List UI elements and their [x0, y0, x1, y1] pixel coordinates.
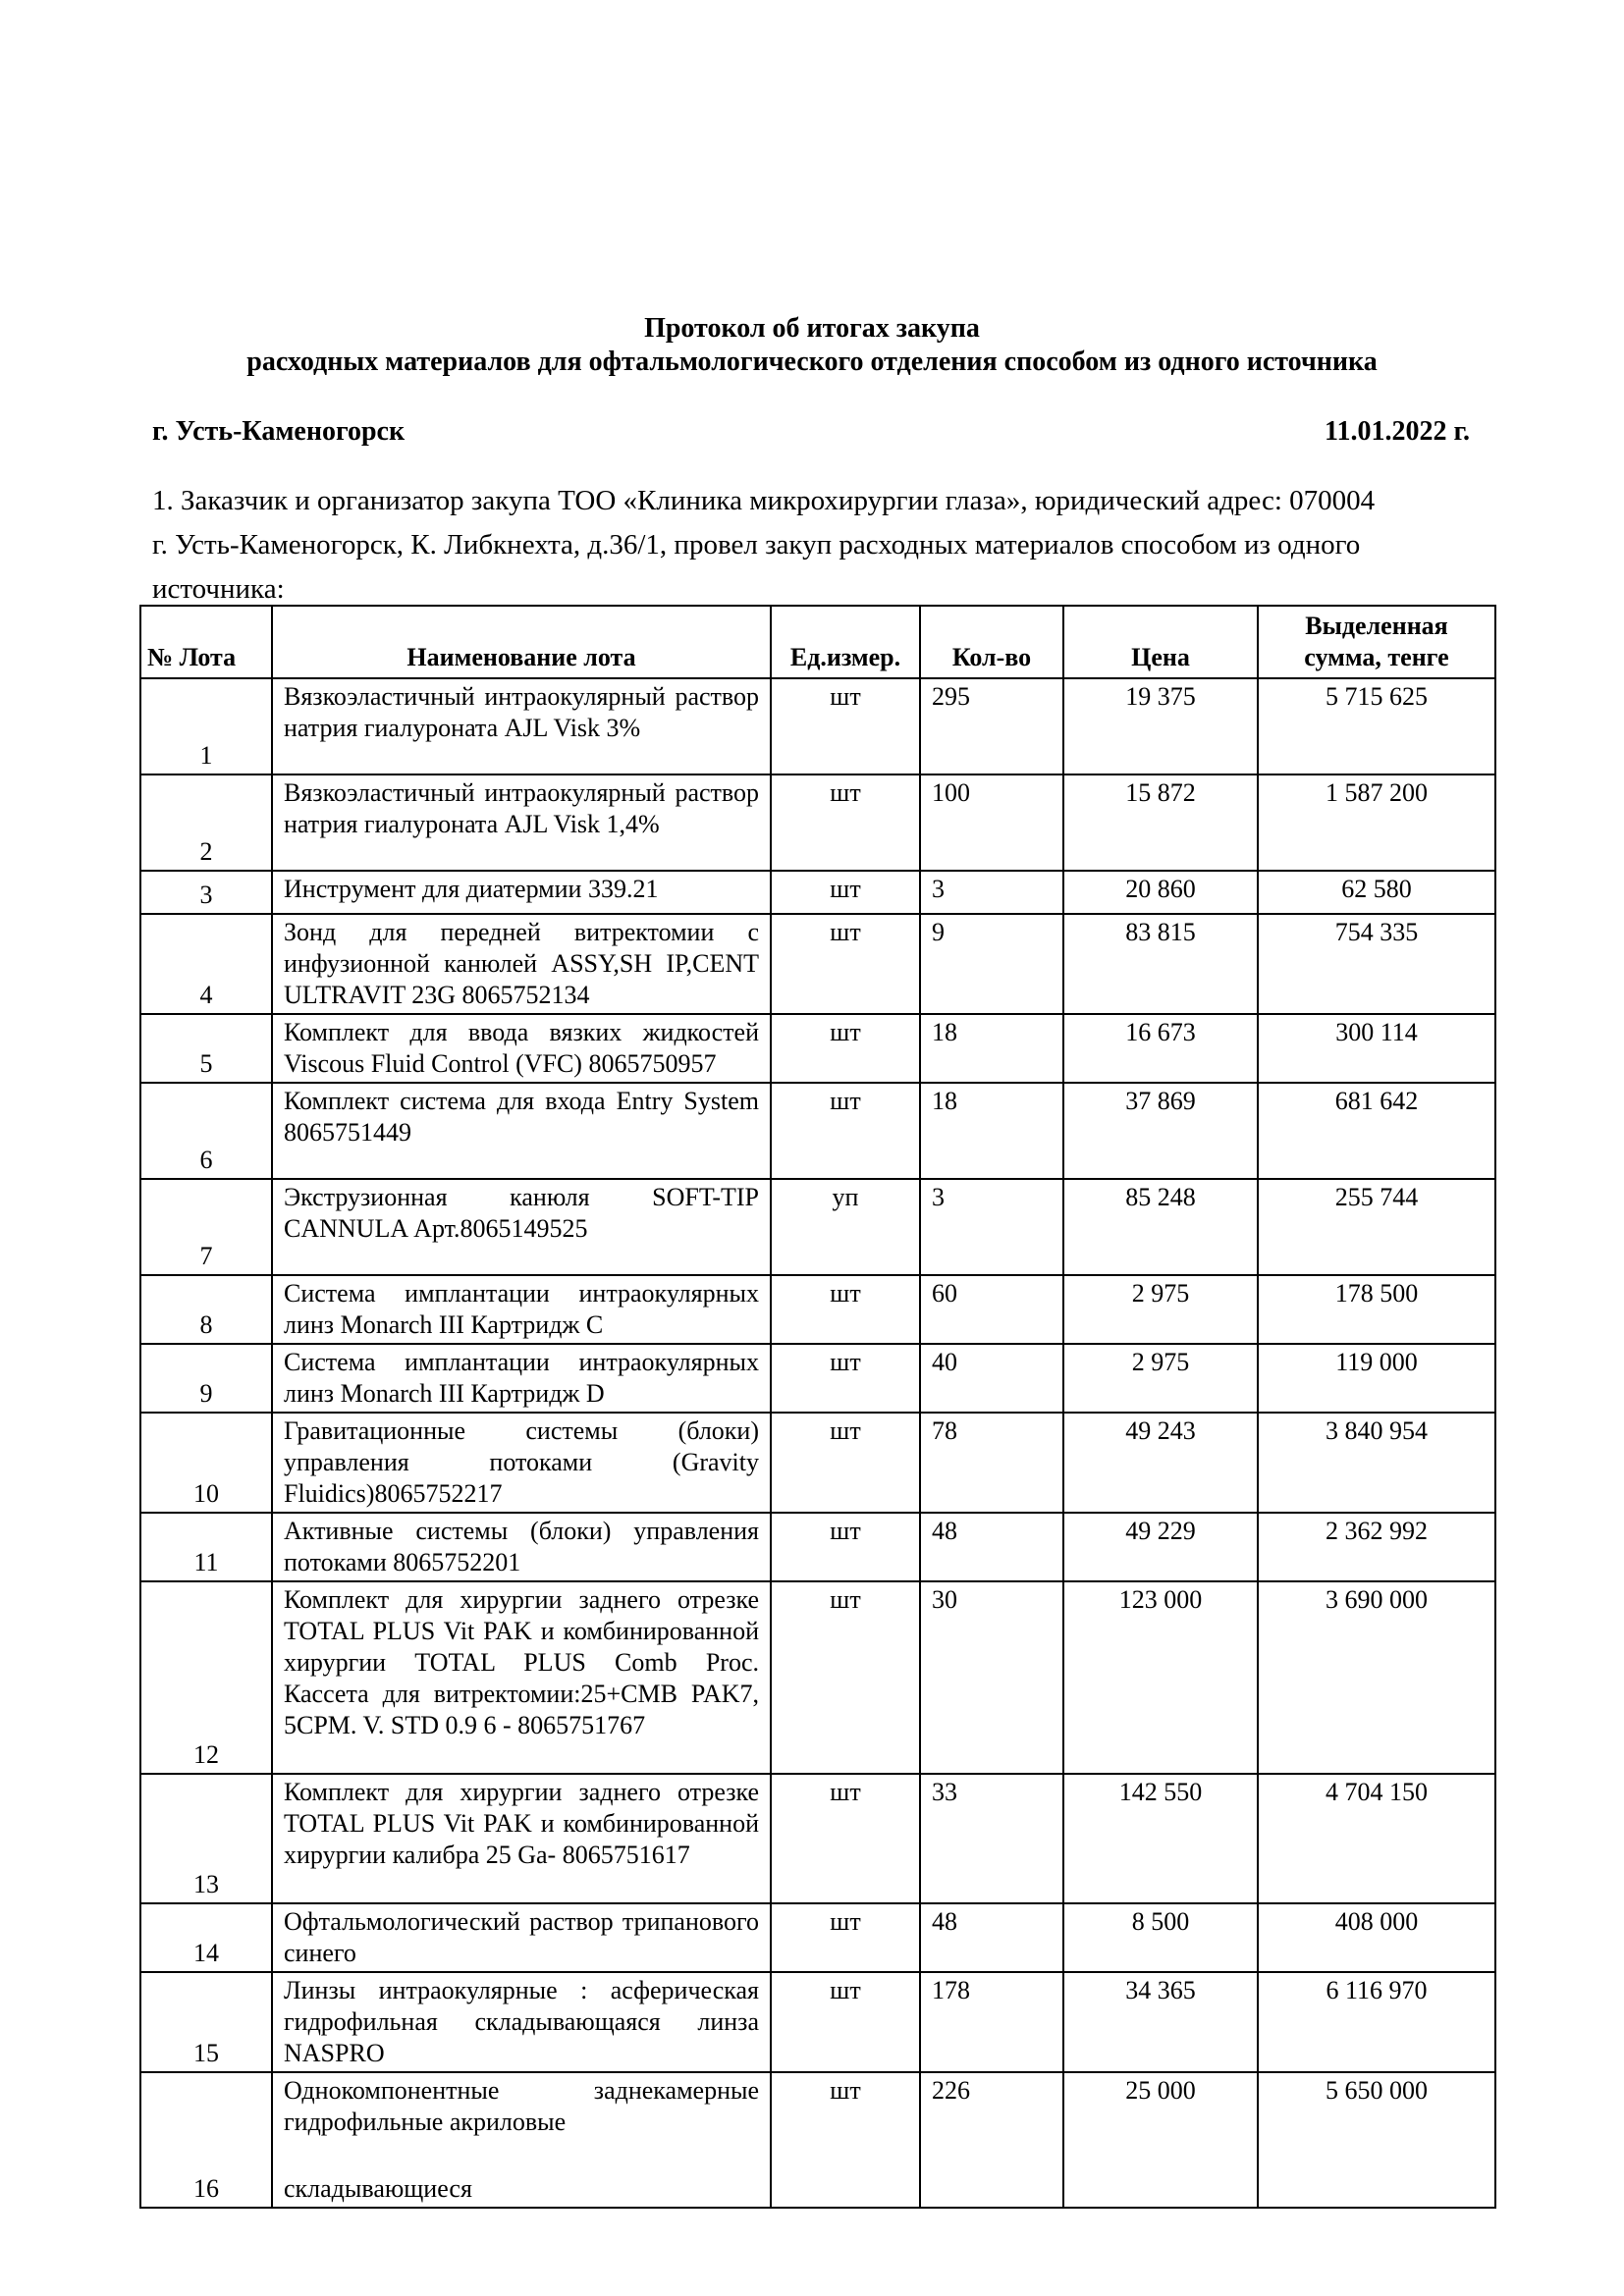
allocated-sum-cell: 178 500 [1258, 1275, 1495, 1344]
allocated-sum-cell: 5 650 000 [1258, 2072, 1495, 2208]
lot-number-cell: 5 [140, 1014, 272, 1083]
lot-name-cell [272, 2072, 771, 2208]
lot-name-cell: Экструзионная канюля SOFT-TIP CANNULA Арт.8065149525 [272, 1179, 771, 1275]
lot-name-text: складывающиеся [284, 2174, 472, 2203]
allocated-sum-cell: 4 704 150 [1258, 1774, 1495, 1903]
price-cell: 19 375 [1063, 678, 1258, 774]
allocated-sum-cell: 1 587 200 [1258, 774, 1495, 871]
table-row [140, 1972, 1495, 2072]
lot-number-cell: 2 [140, 774, 272, 871]
quantity-cell: 48 [920, 1513, 1063, 1581]
document-title-line2: расходных материалов для офтальмологического отделения способом из одного источника [246, 347, 1378, 377]
table-row [140, 678, 1495, 774]
quantity-cell: 9 [920, 914, 1063, 1014]
lot-number-cell: 15 [140, 1972, 272, 2072]
table-row [140, 2072, 1495, 2208]
unit-cell: шт [771, 2072, 920, 2208]
quantity-cell: 295 [920, 678, 1063, 774]
table-row [140, 1179, 1495, 1275]
allocated-sum-cell: 5 715 625 [1258, 678, 1495, 774]
lot-name-text: Однокомпонентные заднекамерные гидрофильные акриловые [284, 2076, 759, 2136]
protocol-date: 11.01.2022 г. [1324, 416, 1470, 447]
quantity-cell: 3 [920, 871, 1063, 914]
table-row [140, 774, 1495, 871]
document-title-line1: Протокол об итогах закупа [644, 313, 980, 344]
table-row [140, 1903, 1495, 1972]
table-row [140, 1413, 1495, 1513]
lot-number-cell: 16 [140, 2072, 272, 2208]
lot-number-cell: 6 [140, 1083, 272, 1179]
price-cell: 85 248 [1063, 1179, 1258, 1275]
header-quantity: Кол-во [920, 606, 1063, 678]
intro-line: источника: [152, 573, 285, 605]
table-row [140, 914, 1495, 1014]
lot-number-cell: 3 [140, 871, 272, 914]
unit-cell: шт [771, 1972, 920, 2072]
table-row [140, 1581, 1495, 1774]
quantity-cell: 30 [920, 1581, 1063, 1774]
allocated-sum-cell: 2 362 992 [1258, 1513, 1495, 1581]
unit-cell: шт [771, 1513, 920, 1581]
header-price: Цена [1063, 606, 1258, 678]
lot-name-cell: Комплект для хирургии заднего отрезке TOTAL PLUS Vit PAK и комбинированной хирургии TOTAL PLUS Comb Proc. Кассета для витректомии:25+CMB PAK7, 5CPM. V. STD 0.9 6 - 8065751767 [272, 1581, 771, 1774]
unit-cell: шт [771, 1014, 920, 1083]
price-cell: 34 365 [1063, 1972, 1258, 2072]
table-row [140, 1275, 1495, 1344]
quantity-cell: 18 [920, 1083, 1063, 1179]
allocated-sum-cell: 300 114 [1258, 1014, 1495, 1083]
lot-name-cell: Комплект для ввода вязких жидкостей Viscous Fluid Control (VFC) 8065750957 [272, 1014, 771, 1083]
lot-number-cell: 1 [140, 678, 272, 774]
header-unit: Ед.измер. [771, 606, 920, 678]
allocated-sum-cell: 3 840 954 [1258, 1413, 1495, 1513]
table-row [140, 1774, 1495, 1903]
intro-paragraph [152, 479, 1488, 612]
quantity-cell: 78 [920, 1413, 1063, 1513]
unit-cell: шт [771, 1581, 920, 1774]
lot-number-cell: 9 [140, 1344, 272, 1413]
unit-cell: уп [771, 1179, 920, 1275]
lot-name-cell: Активные системы (блоки) управления потоками 8065752201 [272, 1513, 771, 1581]
quantity-cell: 40 [920, 1344, 1063, 1413]
header-lot-number: № Лота [140, 606, 272, 678]
unit-cell: шт [771, 1083, 920, 1179]
lot-number-cell: 14 [140, 1903, 272, 1972]
intro-line: 1. Заказчик и организатор закупа ТОО «Клиника микрохирургии глаза», юридический адрес: 070004 [152, 485, 1376, 516]
table-row [140, 1344, 1495, 1413]
price-cell: 49 243 [1063, 1413, 1258, 1513]
price-cell: 37 869 [1063, 1083, 1258, 1179]
lot-name-cell: Зонд для передней витректомии с инфузионной канюлей ASSY,SH IP,CENT ULTRAVIT 23G 8065752134 [272, 914, 771, 1014]
city: г. Усть-Каменогорск [152, 416, 406, 447]
allocated-sum-cell: 119 000 [1258, 1344, 1495, 1413]
price-cell: 2 975 [1063, 1344, 1258, 1413]
unit-cell: шт [771, 1413, 920, 1513]
unit-cell: шт [771, 1774, 920, 1903]
quantity-cell: 18 [920, 1014, 1063, 1083]
unit-cell: шт [771, 1275, 920, 1344]
lot-number-cell: 11 [140, 1513, 272, 1581]
allocated-sum-cell: 681 642 [1258, 1083, 1495, 1179]
price-cell: 8 500 [1063, 1903, 1258, 1972]
lot-name-cell: Гравитационные системы (блоки) управления потоками (Gravity Fluidics)8065752217 [272, 1413, 771, 1513]
table-header-row [140, 606, 1495, 678]
lot-name-cell: Комплект для хирургии заднего отрезке TOTAL PLUS Vit PAK и комбинированной хирургии калибра 25 Ga- 8065751617 [272, 1774, 771, 1903]
unit-cell: шт [771, 1344, 920, 1413]
allocated-sum-cell: 255 744 [1258, 1179, 1495, 1275]
header-allocated-sum: Выделенная сумма, тенге [1258, 606, 1495, 678]
quantity-cell: 60 [920, 1275, 1063, 1344]
header-lot-name: Наименование лота [272, 606, 771, 678]
unit-cell: шт [771, 871, 920, 914]
price-cell: 49 229 [1063, 1513, 1258, 1581]
quantity-cell: 178 [920, 1972, 1063, 2072]
quantity-cell: 100 [920, 774, 1063, 871]
lot-name-cell: Комплект система для входа Entry System 8065751449 [272, 1083, 771, 1179]
table-row [140, 1014, 1495, 1083]
allocated-sum-cell: 62 580 [1258, 871, 1495, 914]
quantity-cell: 48 [920, 1903, 1063, 1972]
price-cell: 16 673 [1063, 1014, 1258, 1083]
table-row [140, 871, 1495, 914]
price-cell: 123 000 [1063, 1581, 1258, 1774]
price-cell: 2 975 [1063, 1275, 1258, 1344]
lot-name-cell: Вязкоэластичный интраокулярный раствор натрия гиалуроната AJL Visk 3% [272, 678, 771, 774]
table-row [140, 1513, 1495, 1581]
unit-cell: шт [771, 774, 920, 871]
allocated-sum-cell: 6 116 970 [1258, 1972, 1495, 2072]
lots-table [139, 605, 1496, 2209]
table-row [140, 1083, 1495, 1179]
allocated-sum-cell: 408 000 [1258, 1903, 1495, 1972]
price-cell: 25 000 [1063, 2072, 1258, 2208]
lot-name-cell: Система имплантации интраокулярных линз Monarch III Картридж D [272, 1344, 771, 1413]
quantity-cell: 3 [920, 1179, 1063, 1275]
price-cell: 142 550 [1063, 1774, 1258, 1903]
quantity-cell: 33 [920, 1774, 1063, 1903]
allocated-sum-cell: 754 335 [1258, 914, 1495, 1014]
price-cell: 20 860 [1063, 871, 1258, 914]
price-cell: 83 815 [1063, 914, 1258, 1014]
intro-line: г. Усть-Каменогорск, К. Либкнехта, д.36/1, провел закуп расходных материалов способом из одного [152, 529, 1361, 561]
lot-number-cell: 7 [140, 1179, 272, 1275]
lot-number-cell: 13 [140, 1774, 272, 1903]
lot-number-cell: 12 [140, 1581, 272, 1774]
lot-number-cell: 4 [140, 914, 272, 1014]
lot-name-cell: Офтальмологический раствор трипанового синего [272, 1903, 771, 1972]
lot-name-cell: Линзы интраокулярные : асферическая гидрофильная складывающаяся линза NASPRO [272, 1972, 771, 2072]
lot-number-cell: 10 [140, 1413, 272, 1513]
unit-cell: шт [771, 914, 920, 1014]
lot-number-cell: 8 [140, 1275, 272, 1344]
unit-cell: шт [771, 1903, 920, 1972]
lot-name-cell: Инструмент для диатермии 339.21 [272, 871, 771, 914]
quantity-cell: 226 [920, 2072, 1063, 2208]
lot-name-cell: Система имплантации интраокулярных линз Monarch III Картридж C [272, 1275, 771, 1344]
price-cell: 15 872 [1063, 774, 1258, 871]
unit-cell: шт [771, 678, 920, 774]
allocated-sum-cell: 3 690 000 [1258, 1581, 1495, 1774]
lot-name-cell: Вязкоэластичный интраокулярный раствор натрия гиалуроната AJL Visk 1,4% [272, 774, 771, 871]
